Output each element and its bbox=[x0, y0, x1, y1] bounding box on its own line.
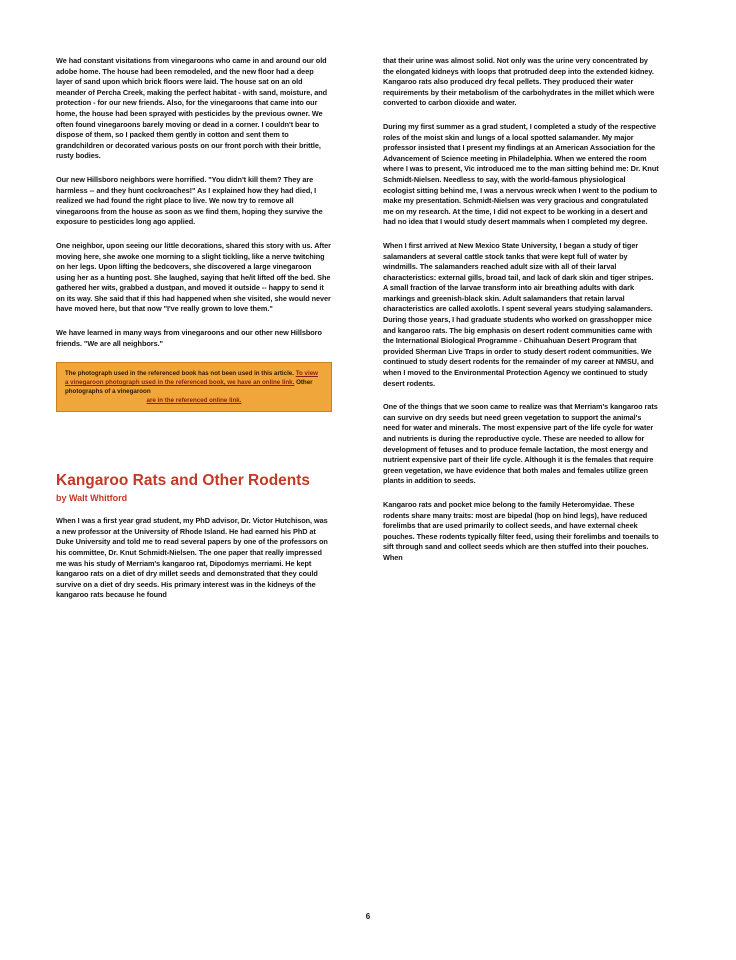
right-column bbox=[383, 56, 659, 577]
paragraph-all-neighbors: We have learned in many ways from vinegaroons and our other new Hillsboro friends. "We are all neighbors." bbox=[56, 328, 322, 348]
paragraph-first-summer: During my first summer as a grad student, I completed a study of the respective roles of the moist skin and lungs of a local spotted salamander. My major professor insisted that I present my findings at an American Association for the Advancement of Science meeting in Philadelphia. When we entered the room where I was to present, Vic introduced me to the man sitting behind me: Dr. Knut Schmidt-Nielsen. Needless to say, with the world-famous physiological ecologist sitting behind me, I was a nervous wreck when I went to the podium to make my presentation. Schmidt-Nielsen was very gracious and congratulated me on my research. At the time, I did not expect to be working in a desert and had no idea that I would study desert mammals when I completed my degree. bbox=[383, 121, 659, 227]
left-column bbox=[56, 56, 332, 614]
page-number: 6 bbox=[365, 912, 371, 921]
paragraph-hillsboro-neighbors: Our new Hillsboro neighbors were horrified. "You didn't kill them? They are harmless -- and they hunt cockroaches!" As I explained how they had died, I realized we had found the right place to live. We now try to remove all vinegaroons from the house as soon as we find them, hoping they survive the exposure to pesticides long ago applied. bbox=[56, 174, 323, 227]
photo-callout-box bbox=[56, 362, 332, 412]
paragraph-urine-solid: that their urine was almost solid. Not only was the urine very concentrated by the elongated kidneys with loops that protruded deep into the extended kidney. Kangaroo rats also produced dry fecal pellets. They produced their water requirements by their metabolism of the carbohydrates in the millet which were converted to carbon dioxide and water. bbox=[383, 56, 655, 108]
paragraph-neighbor-story: One neighbor, upon seeing our little decorations, shared this story with us. After moving here, she awoke one morning to a slight tickling, like a nerve twitching on her legs. Upon lifting the bedcovers, she discovered a large vinegaroon using her as a hunting post. She laughed, saying that he/it lifted off the bed. She gathered her wits, grabbed a dustpan, and moved it outside -- happy to send it on its way. She said that if this had happened when she visited, she would never have moved here, but that now "I've really grown to love them." bbox=[56, 240, 331, 314]
paragraph-vinegaroon-visitations: We had constant visitations from vinegaroons who came in and around our old adobe home. The house had been remodeled, and the new floor had a deep layer of sand upon which brick floors were laid. The house sat on an old meander of Percha Creek, making the perfect habitat - with sand, moisture, and protection - for our new friends. Also, for the vinegaroons that came into our home, the house had been sprayed with pesticides by the previous owner. We often found vinegaroons barely moving or dead in a corner. I couldn't bear to dispose of them, so I packed them gently in cotton and sent them to grandchildren or decorated various posts on our front porch with their brittle, rusty bodies. bbox=[56, 56, 328, 161]
article-byline: by Walt Whitford bbox=[56, 493, 128, 504]
callout-text-2: Other photographs of a vinegaroon bbox=[65, 379, 313, 396]
paragraph-nmsu-salamanders: When I first arrived at New Mexico State University, I began a study of tiger salamanders at several cattle stock tanks that were kept full of water by windmills. The salamanders reached adult size with all of their larval characteristics: external gills, broad tail, and lack of dark skin and tiger stripes. A small fraction of the larvae transform into air breathing adults with dark markings and greenish-black skin. Adult salamanders that retain larval characteristics are called axolotls. I spent several years studying salamanders. During those years, I had graduate students who worked on grasshopper mice and kangaroo rats. The big emphasis on desert rodent communities came with the International Biological Programme - Chihuahuan Desert Program that provided Sherman Live Traps in order to study desert rodent communities. We continued to study desert rodents for the remainder of my career at NMSU, and when I moved to the Environmental Protection Agency we continued to study desert rodents. bbox=[383, 240, 654, 388]
paragraph-grad-student: When I was a first year grad student, my PhD advisor, Dr. Victor Hutchison, was a new professor at the University of Rhode Island. He had earned his PhD at Duke University and told me to read several papers by one of the professors on his committee, Dr. Knut Schmidt-Nielsen. The one paper that really impressed me was his study of Merriam's kangaroo rat, Dipodomys merriami. He kept kangaroo rats on a diet of dry millet seeds and demonstrated that they could survive on a diet of dry seeds. His primary interest was in the kidneys of the kangaroo rats because he found bbox=[56, 516, 328, 600]
spacer bbox=[56, 412, 332, 472]
callout-text-1: The photograph used in the referenced book has not been used in this article. bbox=[65, 370, 294, 378]
paragraph-heteromyidae: Kangaroo rats and pocket mice belong to the family Heteromyidae. These rodents share many traits: most are bipedal (hop on hind legs), have reduced forelimbs that are used primarily to collect seeds, and have external cheek pouches. These rodents typically filter feed, using their forelimbs and toenails to sift through sand and collect seeds which are then stuffed into their pouches. When bbox=[383, 499, 659, 562]
paragraph-green-vegetation: One of the things that we soon came to realize was that Merriam's kangaroo rats can survive on dry seeds but need green vegetation to support the animal's need for water and minerals. The most expensive part of the life cycle for water and nutrients is during the reproductive cycle. These are needed to allow for development of fetuses and to produce female lactation, the most energy and nutrient expensive part of their life cycle. Although it is the females that require green vegetation, we have evidence that both males and females utilize green plants in addition to seeds. bbox=[383, 402, 658, 486]
callout-link-2[interactable]: are in the referenced online link. bbox=[146, 397, 242, 405]
article-title: Kangaroo Rats and Other Rodents bbox=[56, 472, 311, 490]
callout-link-1[interactable]: To view a vinegaroon photograph used in the referenced book, we have an online link. bbox=[65, 370, 318, 387]
